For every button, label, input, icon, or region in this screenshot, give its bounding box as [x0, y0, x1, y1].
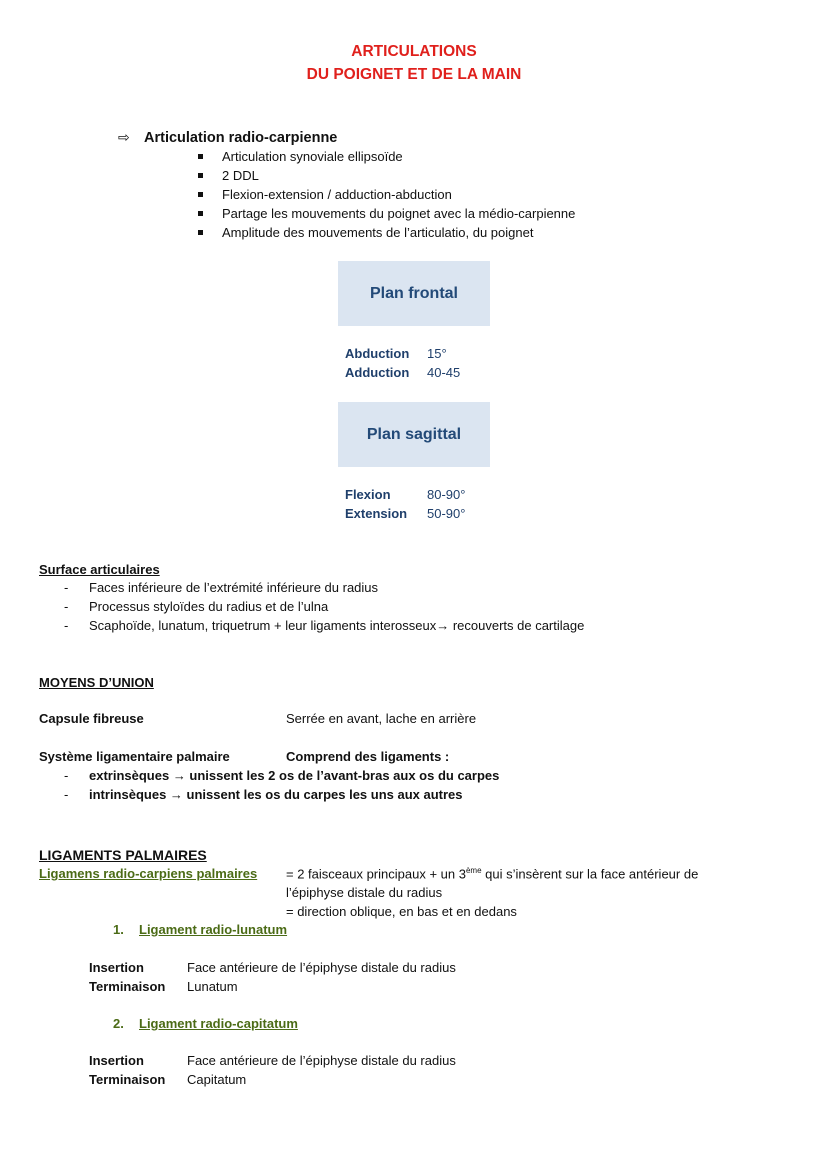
- dash-icon: -: [64, 787, 69, 802]
- list-item: Faces inférieure de l’extrémité inférieure du radius: [89, 580, 379, 595]
- bullet-item: Flexion-extension / adduction-abduction: [222, 187, 452, 202]
- bullet-item: Amplitude des mouvements de l’articulatio, du poignet: [222, 225, 534, 240]
- bullet-item: Partage les mouvements du poignet avec la médio-carpienne: [222, 206, 576, 221]
- terminaison-text: Capitatum: [187, 1072, 247, 1087]
- ligaments-sub-label: Ligamens radio-carpiens palmaires: [39, 866, 258, 881]
- dash-icon: -: [64, 768, 69, 783]
- title-line-2: DU POIGNET ET DE LA MAIN: [306, 66, 522, 83]
- insertion-label: Insertion: [89, 1053, 144, 1068]
- desc-part-b: qui s’insèrent sur la face antérieur de: [481, 866, 699, 882]
- terminaison-text: Lunatum: [187, 979, 238, 994]
- bullet-icon: [198, 173, 203, 178]
- amplitude-value: 50-90°: [427, 506, 466, 521]
- section-heading-radio-carpienne: Articulation radio-carpienne: [144, 130, 338, 146]
- dash-icon: -: [64, 599, 69, 614]
- ligaments-heading: LIGAMENTS PALMAIRES: [39, 847, 207, 863]
- moyens-heading: MOYENS D’UNION: [39, 675, 154, 690]
- ligament-name: Ligament radio-capitatum: [139, 1016, 298, 1031]
- bullet-icon: [198, 211, 203, 216]
- bullet-item: Articulation synoviale ellipsoïde: [222, 149, 403, 164]
- bullet-icon: [198, 192, 203, 197]
- ligaments-desc-line-1: [286, 866, 698, 881]
- insertion-text: Face antérieure de l’épiphyse distale du radius: [187, 960, 456, 975]
- plan-frontal-box: [338, 261, 490, 326]
- amplitude-name: Adduction: [345, 365, 410, 380]
- plan-frontal-label: Plan frontal: [369, 284, 458, 302]
- capsule-label: Capsule fibreuse: [39, 711, 144, 726]
- ligament-name: Ligament radio-lunatum: [139, 922, 288, 937]
- plan-sagittal-label: Plan sagittal: [366, 425, 462, 443]
- insertion-label: Insertion: [89, 960, 144, 975]
- bullet-item: 2 DDL: [222, 168, 259, 183]
- list-item: intrinsèques → unissent les os du carpes les uns aux autres: [89, 787, 463, 802]
- amplitude-name: Abduction: [345, 346, 410, 361]
- ligament-number: 2.: [113, 1016, 124, 1031]
- systeme-text: Comprend des ligaments :: [286, 749, 450, 764]
- dash-icon: -: [64, 580, 69, 595]
- arrow-icon: ⇨: [118, 129, 130, 145]
- plan-sagittal-box: [338, 402, 490, 467]
- insertion-text: Face antérieure de l’épiphyse distale du radius: [187, 1053, 456, 1068]
- ligaments-desc-line-3: = direction oblique, en bas et en dedans: [286, 904, 517, 919]
- dash-icon: -: [64, 618, 69, 633]
- terminaison-label: Terminaison: [89, 979, 166, 994]
- list-item: Processus styloïdes du radius et de l’ulna: [89, 599, 329, 614]
- capsule-text: Serrée en avant, lache en arrière: [286, 711, 477, 726]
- list-item: Scaphoïde, lunatum, triquetrum + leur ligaments interosseux→ recouverts de cartilage: [89, 618, 585, 633]
- bullet-icon: [198, 154, 203, 159]
- list-item: extrinsèques → unissent les 2 os de l’avant-bras aux os du carpes: [89, 768, 500, 783]
- title-line-1: ARTICULATIONS: [351, 43, 477, 60]
- desc-part-a: = 2 faisceaux principaux + un 3: [286, 866, 466, 882]
- ligaments-desc-line-2: l’épiphyse distale du radius: [286, 885, 443, 900]
- systeme-label: Système ligamentaire palmaire: [39, 749, 230, 764]
- bullet-icon: [198, 230, 203, 235]
- amplitude-value: 15°: [427, 346, 447, 361]
- surface-heading: Surface articulaires: [39, 562, 160, 577]
- desc-sup: ème: [465, 866, 482, 875]
- amplitude-name: Flexion: [345, 487, 391, 502]
- amplitude-value: 40-45: [427, 365, 461, 380]
- ligament-number: 1.: [113, 922, 124, 937]
- amplitude-value: 80-90°: [427, 487, 466, 502]
- terminaison-label: Terminaison: [89, 1072, 166, 1087]
- amplitude-name: Extension: [345, 506, 408, 521]
